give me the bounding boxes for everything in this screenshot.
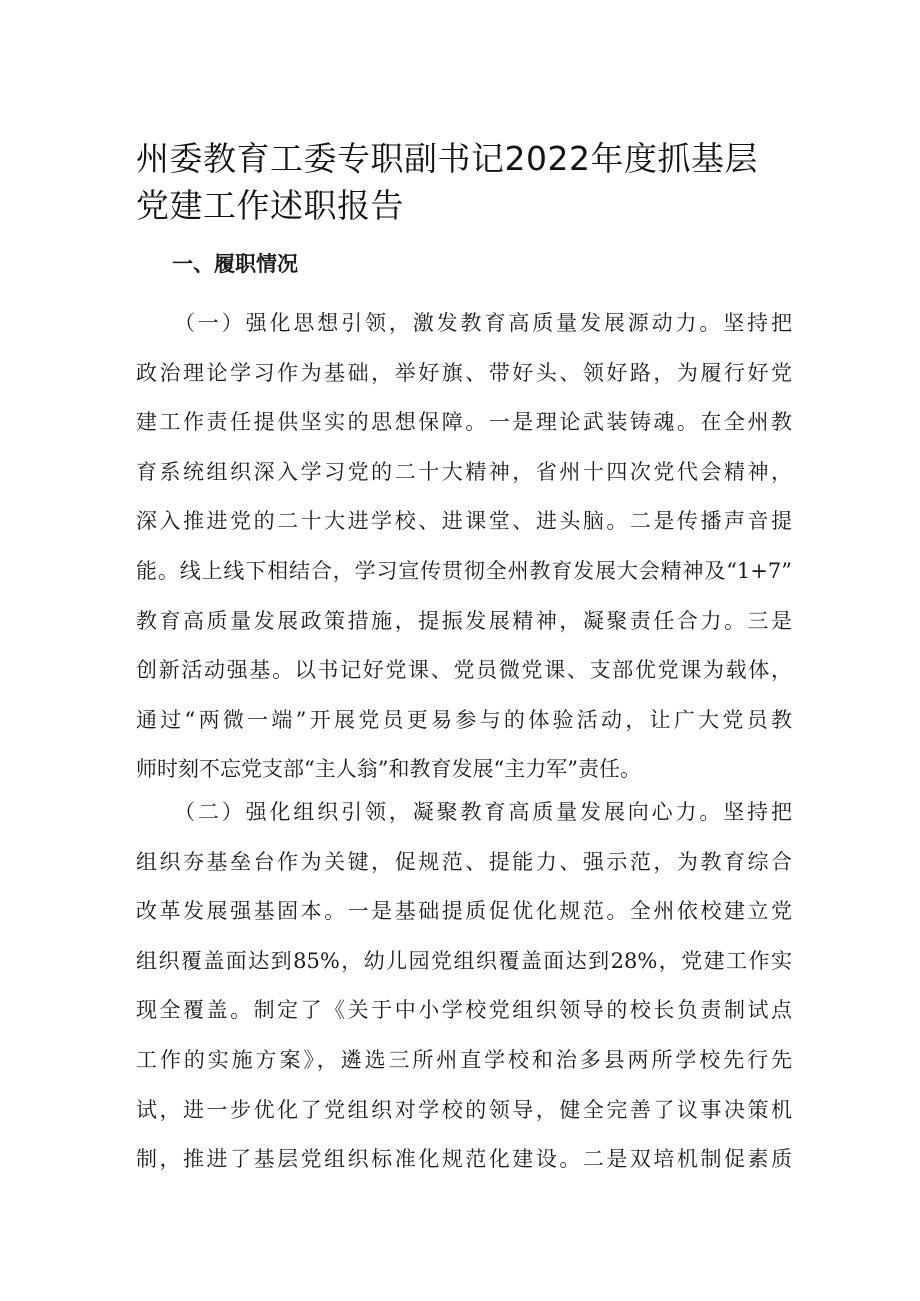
paragraph-1: [136, 299, 792, 795]
paragraph-line: 师时刻不忘党支部“主人翁”和教育发展“主力军”责任。: [136, 757, 641, 782]
paragraph-line: （二）强化组织引领，凝聚教育高质量发展向心力。坚持把: [174, 800, 792, 824]
paragraph-line: 现全覆盖。制定了《关于中小学校党组织领导的校长负责制试点: [136, 998, 792, 1023]
title-line-1: 州委教育工委专职副书记2022年度抓基层: [136, 139, 758, 178]
paragraph-line: 深入推进党的二十大进学校、进课堂、进头脑。二是传播声音提: [136, 509, 792, 534]
paragraph-2: [136, 788, 792, 1185]
paragraph-line: 组织夯基垒台作为关键，促规范、提能力、强示范，为教育综合: [136, 849, 792, 874]
paragraph-line: 教育高质量发展政策措施，提振发展精神，凝聚责任合力。三是: [136, 608, 792, 633]
paragraph-line: 政治理论学习作为基础，举好旗、带好头、领好路，为履行好党: [136, 360, 792, 385]
paragraph-line: 制，推进了基层党组织标准化规范化建设。二是双培机制促素质: [136, 1147, 792, 1172]
document-title: [136, 135, 786, 229]
paragraph-line: 试，进一步优化了党组织对学校的领导，健全完善了议事决策机: [136, 1097, 792, 1122]
paragraph-line: 能。线上线下相结合，学习宣传贯彻全州教育发展大会精神及“1+7”: [136, 558, 792, 583]
paragraph-line: 育系统组织深入学习党的二十大精神，省州十四次党代会精神，: [136, 459, 792, 484]
paragraph-line: （一）强化思想引领，激发教育高质量发展源动力。坚持把: [174, 311, 792, 335]
paragraph-line: 创新活动强基。以书记好党课、党员微党课、支部优党课为载体，: [136, 658, 792, 683]
section-heading: 一、履职情况: [172, 251, 298, 276]
paragraph-line: 工作的实施方案》，遴选三所州直学校和治多县两所学校先行先: [136, 1047, 792, 1072]
paragraph-line: 通过“两微一端”开展党员更易参与的体验活动，让广大党员教: [136, 707, 792, 732]
title-line-2: 党建工作述职报告: [136, 186, 404, 225]
paragraph-line: 组织覆盖面达到85%，幼儿园党组织覆盖面达到28%，党建工作实: [136, 948, 792, 973]
paragraph-line: 建工作责任提供坚实的思想保障。一是理论武装铸魂。在全州教: [136, 410, 792, 435]
paragraph-line: 改革发展强基固本。一是基础提质促优化规范。全州依校建立党: [136, 899, 792, 924]
